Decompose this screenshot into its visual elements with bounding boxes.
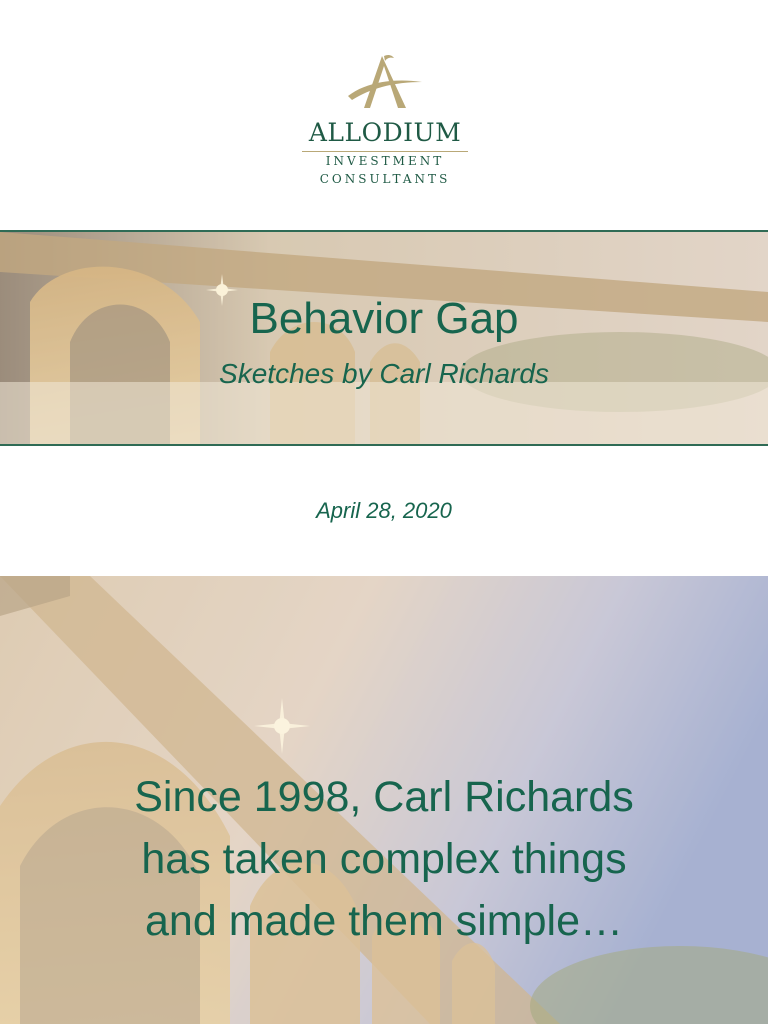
logo-divider (302, 151, 468, 152)
allodium-a-mark-icon (344, 52, 426, 114)
logo-wordmark: ALLODIUM (308, 118, 462, 147)
statement-line: and made them simple… (145, 897, 623, 945)
logo-tagline-line1: INVESTMENT (325, 154, 445, 168)
intro-statement (84, 766, 684, 952)
logo-tagline-line2: CONSULTANTS (319, 172, 451, 186)
statement-line: Since 1998, Carl Richards (134, 773, 634, 821)
presentation-title: Behavior Gap (249, 294, 519, 343)
presentation-date: April 28, 2020 (316, 498, 452, 523)
allodium-logo (300, 52, 470, 192)
title-banner (0, 230, 768, 446)
statement-line: has taken complex things (141, 835, 627, 883)
presentation-subtitle: Sketches by Carl Richards (219, 358, 549, 389)
intro-slide (0, 576, 768, 1024)
